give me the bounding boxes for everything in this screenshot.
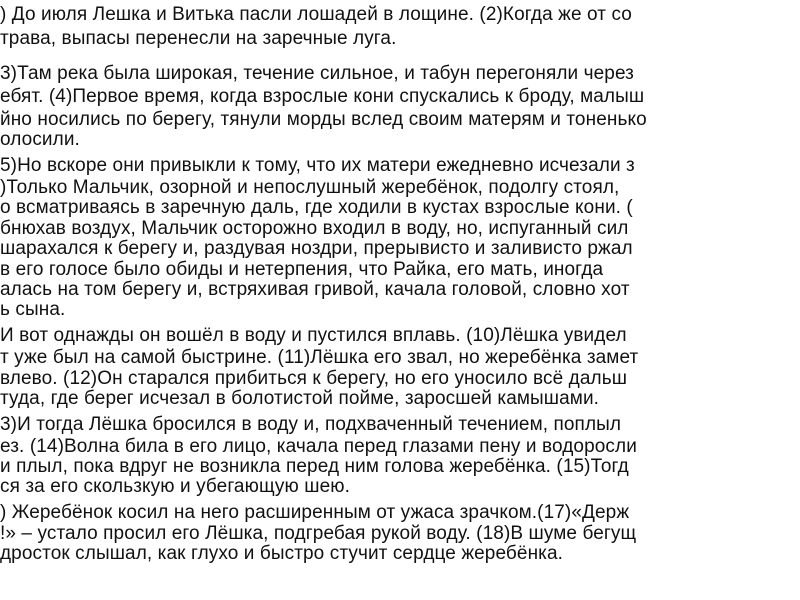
text-line-17: влево. (12)Он старался прибиться к берегу, но его уносило всё дальш xyxy=(0,368,628,389)
text-line-12: в его голосе было обиды и нетерпения, что Райка, его мать, иногда xyxy=(0,259,604,280)
text-line-15: И вот однажды он вошёл в воду и пустился вплавь. (10)Лёшка увидел xyxy=(0,325,627,346)
text-line-23: ) Жеребёнок косил на него расширенным от ужаса зрачком.(17)«Держ xyxy=(0,502,630,523)
text-line-6: олосили. xyxy=(0,129,80,150)
text-line-7: 5)Но вскоре они привыкли к тому, что их матери ежедневно исчезали з xyxy=(0,155,635,176)
text-line-2: трава, выпасы перенесли на заречные луга. xyxy=(0,28,397,49)
text-line-20: ез. (14)Волна била в его лицо, качала перед глазами пену и водоросли xyxy=(0,436,637,457)
text-line-9: о всматриваясь в заречную даль, где ходили в кустах взрослые кони. ( xyxy=(0,197,633,218)
text-line-10: бнюхав воздух, Мальчик осторожно входил в воду, но, испуганный сил xyxy=(0,218,629,239)
text-line-18: туда, где берег исчезал в болотистой пойме, заросшей камышами. xyxy=(0,388,600,409)
text-line-3: 3)Там река была широкая, течение сильное, и табун перегоняли через xyxy=(0,63,634,84)
text-line-21: и плыл, пока вдруг не возникла перед ним голова жеребёнка. (15)Тогд xyxy=(0,456,629,477)
text-line-8: )Только Мальчик, озорной и непослушный жеребёнок, подолгу стоял, xyxy=(0,177,620,198)
text-line-22: ся за его скользкую и убегающую шею. xyxy=(0,476,350,497)
text-line-24: !» – устало просил его Лёшка, подгребая рукой воду. (18)В шуме бегущ xyxy=(0,523,637,544)
text-line-13: алась на том берегу и, встряхивая гривой, качала головой, словно хот xyxy=(0,279,630,300)
text-line-19: 3)И тогда Лёшка бросился в воду и, подхваченный течением, поплыл xyxy=(0,414,622,435)
text-line-11: шарахался к берегу и, раздувая ноздри, прерывисто и заливисто ржал xyxy=(0,238,633,259)
text-line-14: ь сына. xyxy=(0,299,66,320)
text-line-5: йно носились по берегу, тянули морды вслед своим матерям и тоненько xyxy=(0,109,647,130)
text-line-1: ) До июля Лешка и Витька пасли лошадей в лощине. (2)Когда же от со xyxy=(0,4,632,25)
text-line-25: дросток слышал, как глухо и быстро стучит сердце жеребёнка. xyxy=(0,543,564,564)
text-line-16: т уже был на самой быстрине. (11)Лёшка его звал, но жеребёнка замет xyxy=(0,347,639,368)
text-line-4: ебят. (4)Первое время, когда взрослые кони спускались к броду, малыш xyxy=(0,86,645,107)
